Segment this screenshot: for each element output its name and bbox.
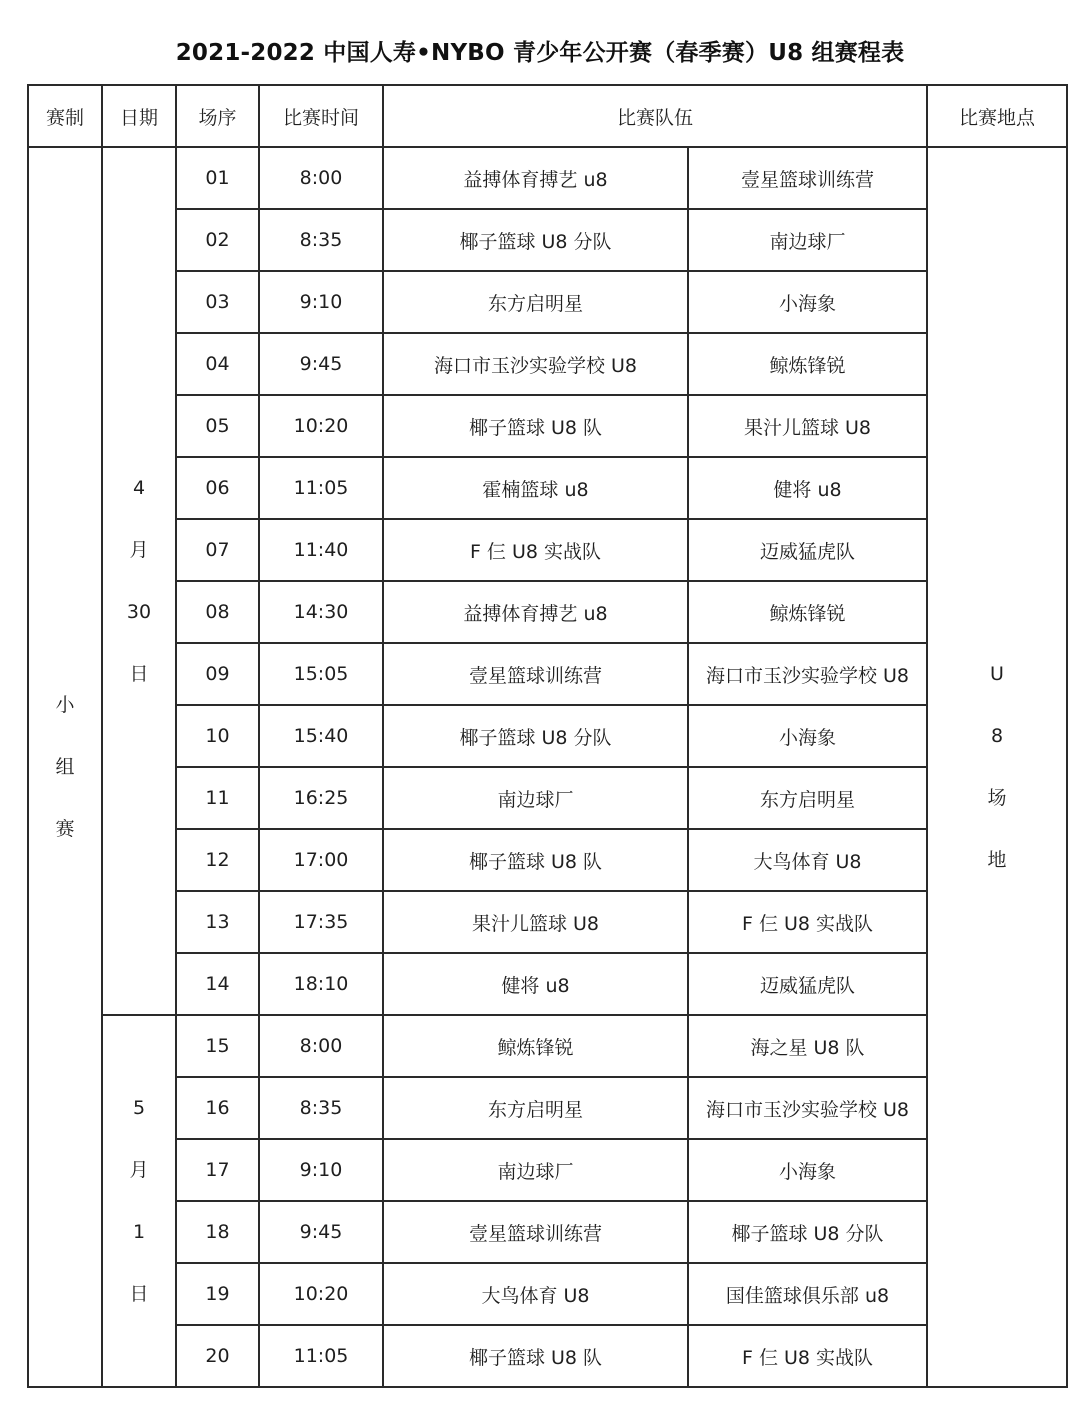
team-b-cell: F 仨 U8 实战队	[688, 891, 927, 953]
match-no-cell: 08	[176, 581, 259, 643]
team-b-cell: 壹星篮球训练营	[688, 147, 927, 209]
match-time-cell: 15:40	[259, 705, 383, 767]
table-row	[28, 1201, 1067, 1263]
table-row	[28, 829, 1067, 891]
date-text-char: 5	[132, 1097, 146, 1119]
match-time-cell: 9:10	[259, 1139, 383, 1201]
team-b-cell: 海之星 U8 队	[688, 1015, 927, 1077]
match-time-cell: 8:35	[259, 209, 383, 271]
header-time: 比赛时间	[259, 85, 383, 147]
date-text	[127, 457, 151, 705]
team-a-cell: 大鸟体育 U8	[383, 1263, 688, 1325]
team-b-cell: 迈威猛虎队	[688, 519, 927, 581]
table-row	[28, 209, 1067, 271]
date-text-char: 月	[129, 539, 149, 561]
header-format: 赛制	[28, 85, 102, 147]
date-cell	[102, 147, 176, 1015]
table-row	[28, 1139, 1067, 1201]
team-a-cell: 椰子篮球 U8 队	[383, 1325, 688, 1387]
match-no-cell: 12	[176, 829, 259, 891]
team-a-cell: 壹星篮球训练营	[383, 643, 688, 705]
venue-text-char: 场	[987, 787, 1007, 809]
match-time-cell: 17:00	[259, 829, 383, 891]
match-no-cell: 20	[176, 1325, 259, 1387]
team-a-cell: 南边球厂	[383, 1139, 688, 1201]
team-a-cell: F 仨 U8 实战队	[383, 519, 688, 581]
team-b-cell: 小海象	[688, 1139, 927, 1201]
match-time-cell: 10:20	[259, 1263, 383, 1325]
team-b-cell: 迈威猛虎队	[688, 953, 927, 1015]
match-no-cell: 02	[176, 209, 259, 271]
table-row	[28, 1325, 1067, 1387]
header-match-no: 场序	[176, 85, 259, 147]
team-a-cell: 鲸炼锋锐	[383, 1015, 688, 1077]
table-row	[28, 705, 1067, 767]
team-a-cell: 益搏体育搏艺 u8	[383, 581, 688, 643]
team-a-cell: 东方启明星	[383, 271, 688, 333]
team-a-cell: 椰子篮球 U8 分队	[383, 705, 688, 767]
match-time-cell: 8:00	[259, 1015, 383, 1077]
venue-text-char: 8	[990, 725, 1004, 747]
team-b-cell: 小海象	[688, 271, 927, 333]
match-time-cell: 8:00	[259, 147, 383, 209]
venue-text	[988, 643, 1007, 891]
match-no-cell: 13	[176, 891, 259, 953]
team-b-cell: 海口市玉沙实验学校 U8	[688, 643, 927, 705]
team-b-cell: 果汁儿篮球 U8	[688, 395, 927, 457]
team-b-cell: 小海象	[688, 705, 927, 767]
match-time-cell: 16:25	[259, 767, 383, 829]
date-text-char: 日	[129, 1283, 149, 1305]
format-text	[55, 674, 74, 860]
date-text-char: 日	[129, 663, 149, 685]
table-row	[28, 643, 1067, 705]
table-row	[28, 395, 1067, 457]
match-no-cell: 06	[176, 457, 259, 519]
table-row	[28, 891, 1067, 953]
header-teams: 比赛队伍	[383, 85, 927, 147]
header-venue: 比赛地点	[927, 85, 1067, 147]
table-row	[28, 457, 1067, 519]
venue-text-char: 地	[987, 849, 1007, 871]
team-a-cell: 南边球厂	[383, 767, 688, 829]
match-time-cell: 8:35	[259, 1077, 383, 1139]
table-row	[28, 1077, 1067, 1139]
match-no-cell: 01	[176, 147, 259, 209]
table-row	[28, 1015, 1067, 1077]
match-time-cell: 9:45	[259, 1201, 383, 1263]
team-b-cell: 健将 u8	[688, 457, 927, 519]
team-a-cell: 椰子篮球 U8 分队	[383, 209, 688, 271]
date-cell	[102, 1015, 176, 1387]
team-b-cell: F 仨 U8 实战队	[688, 1325, 927, 1387]
match-time-cell: 17:35	[259, 891, 383, 953]
schedule-body	[28, 147, 1067, 1387]
match-no-cell: 03	[176, 271, 259, 333]
match-no-cell: 09	[176, 643, 259, 705]
match-time-cell: 9:10	[259, 271, 383, 333]
date-text	[129, 1077, 148, 1325]
match-time-cell: 11:05	[259, 457, 383, 519]
team-b-cell: 大鸟体育 U8	[688, 829, 927, 891]
format-text-char: 赛	[55, 818, 75, 840]
format-text-char: 小	[55, 694, 75, 716]
date-text-char: 月	[129, 1159, 149, 1181]
team-a-cell: 霍楠篮球 u8	[383, 457, 688, 519]
match-no-cell: 04	[176, 333, 259, 395]
team-b-cell: 鲸炼锋锐	[688, 581, 927, 643]
match-no-cell: 15	[176, 1015, 259, 1077]
team-a-cell: 东方启明星	[383, 1077, 688, 1139]
match-no-cell: 10	[176, 705, 259, 767]
team-b-cell: 椰子篮球 U8 分队	[688, 1201, 927, 1263]
team-a-cell: 椰子篮球 U8 队	[383, 829, 688, 891]
date-text-char: 4	[132, 477, 146, 499]
date-text-char: 30	[126, 601, 152, 623]
team-a-cell: 椰子篮球 U8 队	[383, 395, 688, 457]
team-a-cell: 果汁儿篮球 U8	[383, 891, 688, 953]
venue-cell	[927, 147, 1067, 1387]
team-b-cell: 南边球厂	[688, 209, 927, 271]
table-row	[28, 953, 1067, 1015]
match-time-cell: 14:30	[259, 581, 383, 643]
match-no-cell: 19	[176, 1263, 259, 1325]
team-a-cell: 健将 u8	[383, 953, 688, 1015]
match-time-cell: 11:40	[259, 519, 383, 581]
match-no-cell: 07	[176, 519, 259, 581]
match-no-cell: 14	[176, 953, 259, 1015]
header-date: 日期	[102, 85, 176, 147]
match-time-cell: 11:05	[259, 1325, 383, 1387]
table-row	[28, 147, 1067, 209]
table-row	[28, 767, 1067, 829]
table-row	[28, 333, 1067, 395]
page-title: 2021-2022 中国人寿•NYBO 青少年公开赛（春季赛）U8 组赛程表	[175, 40, 905, 66]
team-b-cell: 鲸炼锋锐	[688, 333, 927, 395]
team-b-cell: 国佳篮球俱乐部 u8	[688, 1263, 927, 1325]
format-cell	[28, 147, 102, 1387]
match-time-cell: 15:05	[259, 643, 383, 705]
match-no-cell: 05	[176, 395, 259, 457]
table-row	[28, 581, 1067, 643]
match-no-cell: 17	[176, 1139, 259, 1201]
table-row	[28, 1263, 1067, 1325]
date-text-char: 1	[132, 1221, 146, 1243]
match-time-cell: 10:20	[259, 395, 383, 457]
team-a-cell: 海口市玉沙实验学校 U8	[383, 333, 688, 395]
match-no-cell: 18	[176, 1201, 259, 1263]
match-no-cell: 16	[176, 1077, 259, 1139]
team-a-cell: 益搏体育搏艺 u8	[383, 147, 688, 209]
match-no-cell: 11	[176, 767, 259, 829]
team-a-cell: 壹星篮球训练营	[383, 1201, 688, 1263]
team-b-cell: 海口市玉沙实验学校 U8	[688, 1077, 927, 1139]
match-time-cell: 18:10	[259, 953, 383, 1015]
venue-text-char: U	[990, 663, 1004, 685]
match-time-cell: 9:45	[259, 333, 383, 395]
format-text-char: 组	[55, 756, 75, 778]
table-row	[28, 519, 1067, 581]
table-row	[28, 271, 1067, 333]
team-b-cell: 东方启明星	[688, 767, 927, 829]
schedule-table	[27, 84, 1068, 1388]
header-row	[28, 85, 1067, 147]
